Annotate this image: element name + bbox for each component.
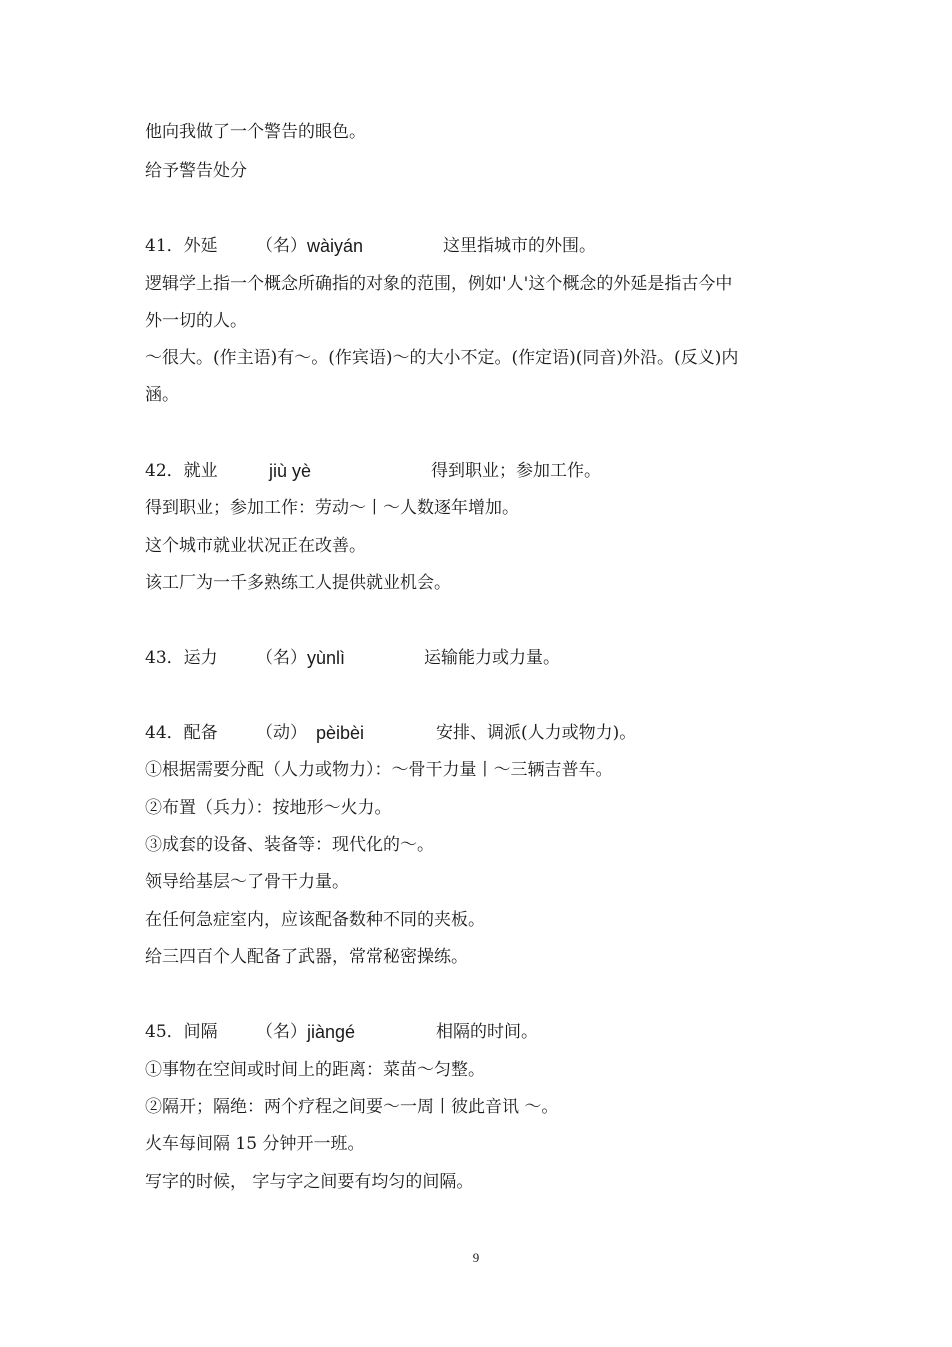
entry-number: 44．配备	[145, 723, 218, 743]
entry-number: 41．外延	[145, 236, 218, 256]
entry-44-line: 领导给基层～了骨干力量。	[145, 872, 349, 892]
meaning: 这里指城市的外围。	[443, 236, 596, 256]
pinyin: jiù yè	[269, 461, 312, 481]
meaning: 得到职业；参加工作。	[431, 461, 601, 481]
entry-41-line: 外一切的人。	[145, 311, 247, 331]
entry-41-line: 涵。	[145, 385, 179, 405]
entry-44-line: 在任何急症室内，应该配备数种不同的夹板。	[145, 910, 485, 930]
meaning: 运输能力或力量。	[424, 648, 560, 668]
entry-42-line: 该工厂为一千多熟练工人提供就业机会。	[145, 573, 451, 593]
entry-44-line: ①根据需要分配（人力或物力）：～骨干力量丨～三辆吉普车。	[145, 760, 613, 780]
example-line: 给予警告处分	[145, 161, 247, 181]
entry-45-line: ①事物在空间或时间上的距离：菜苗～匀整。	[145, 1060, 485, 1080]
pinyin: yùnlì	[307, 648, 346, 668]
entry-44-line: 给三四百个人配备了武器，常常秘密操练。	[145, 947, 468, 967]
meaning: 安排、调派(人力或物力)。	[436, 723, 637, 743]
entry-44-line: ②布置（兵力）：按地形～火力。	[145, 798, 392, 818]
part-of-speech: （名）	[256, 648, 307, 668]
entry-45-line: ②隔开；隔绝：两个疗程之间要～一周丨彼此音讯 ～。	[145, 1097, 559, 1117]
entry-42-line: 这个城市就业状况正在改善。	[145, 536, 366, 556]
entry-41-line: 逻辑学上指一个概念所确指的对象的范围，例如'人'这个概念的外延是指古今中	[145, 274, 733, 294]
part-of-speech: （动）	[256, 723, 307, 743]
entry-44-line: ③成套的设备、装备等：现代化的～。	[145, 835, 434, 855]
part-of-speech: （名）	[256, 1022, 307, 1042]
entry-number: 42．就业	[145, 461, 218, 481]
entry-41-line: ～很大。(作主语)有～。(作宾语)～的大小不定。(作定语)(同音)外沿。(反义)内	[145, 348, 739, 368]
part-of-speech: （名）	[256, 236, 307, 256]
example-line: 他向我做了一个警告的眼色。	[145, 122, 366, 142]
page-number: 9	[472, 1250, 480, 1265]
entry-number: 45．间隔	[145, 1022, 218, 1042]
entry-42-line: 得到职业；参加工作：劳动～丨～人数逐年增加。	[145, 498, 519, 518]
entry-number: 43．运力	[145, 648, 218, 668]
pinyin: pèibèi	[316, 723, 365, 743]
meaning: 相隔的时间。	[436, 1022, 538, 1042]
entry-45-line: 火车每间隔 15 分钟开一班。	[145, 1134, 365, 1154]
pinyin: jiàngé	[307, 1022, 356, 1042]
entry-45-line: 写字的时候， 字与字之间要有均匀的间隔。	[145, 1172, 474, 1192]
pinyin: wàiyán	[307, 236, 364, 256]
